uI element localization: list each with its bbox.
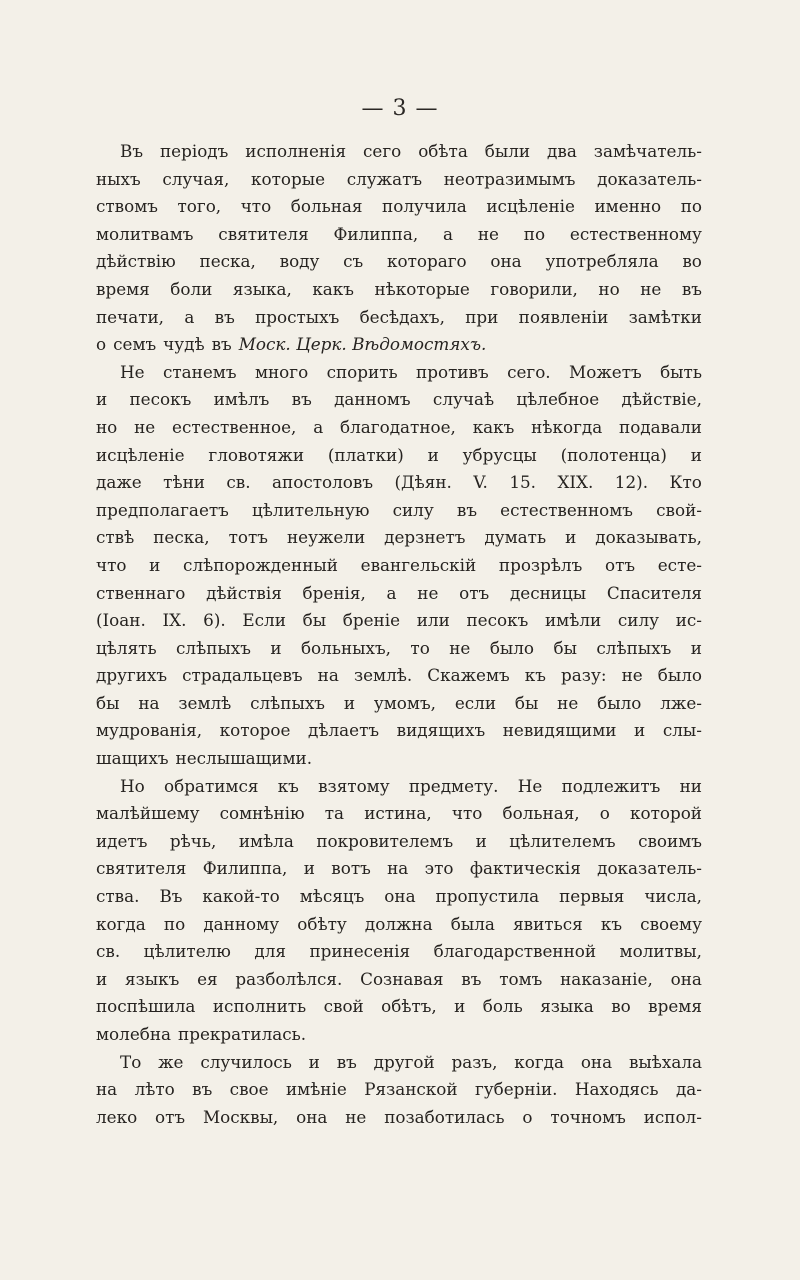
text-line: и языкъ ея разболѣлся. Сознавая въ томъ наказаніе, она xyxy=(96,968,702,989)
text-line: о семъ чудѣ въ Моск. Церк. Вѣдомостяхъ. xyxy=(96,331,702,359)
italic-reference: Моск. Церк. Вѣдомостяхъ. xyxy=(238,334,487,355)
text-line: ственнаго дѣйствія бренія, а не отъ десницы Спасителя xyxy=(96,582,702,603)
text-line: даже тѣни св. апостоловъ (Дѣян. V. 15. XIX. 12). Кто xyxy=(96,472,702,493)
text-line: То же случилось и въ другой разъ, когда она выѣхала xyxy=(120,1051,702,1072)
text-line: цѣлять слѣпыхъ и больныхъ, то не было бы слѣпыхъ и xyxy=(96,637,702,658)
page-number: — 3 — xyxy=(361,96,439,121)
text-line: но не естественное, а благодатное, какъ нѣкогда подавали xyxy=(96,416,702,437)
text-line: Въ періодъ исполненія сего обѣта были два замѣчатель- xyxy=(120,141,702,161)
text-line: Не станемъ много спорить противъ сего. Можетъ быть xyxy=(120,361,702,382)
text-line: предполагаетъ цѣлительную силу въ естественномъ свой- xyxy=(96,499,702,520)
text-line: что и слѣпорожденный евангельскій прозрѣлъ отъ есте- xyxy=(96,554,702,575)
text-line: шащихъ неслышащими. xyxy=(96,748,313,769)
text-line: молитвамъ святителя Филиппа, а не по естественному xyxy=(96,223,702,244)
text-line: ствомъ того, что больная получила исцѣленіе именно по xyxy=(96,196,702,217)
text-line: ства. Въ какой-то мѣсяцъ она пропустила первыя числа, xyxy=(96,886,702,907)
text-line: ствѣ песка, тотъ неужели дерзнетъ думать и доказывать, xyxy=(96,527,702,548)
text-line: ныхъ случая, которые служатъ неотразимымъ доказатель- xyxy=(96,168,702,189)
text-line: на лѣто въ свое имѣніе Рязанской губерніи. Находясь да- xyxy=(96,1079,702,1100)
text-line: малѣйшему сомнѣнію та истина, что больная, о которой xyxy=(96,803,702,824)
text-line: исцѣленіе гловотяжи (платки) и убрусцы (полотенца) и xyxy=(96,444,702,465)
text-line: поспѣшила исполнить свой обѣтъ, и боль языка во время xyxy=(96,996,702,1017)
text-line: идетъ рѣчь, имѣла покровителемъ и цѣлителемъ своимъ xyxy=(96,830,702,851)
text-line: (Іоан. IX. 6). Если бы бреніе или песокъ имѣли силу ис- xyxy=(96,610,702,631)
body-text xyxy=(96,138,702,1131)
text-line: св. цѣлителю для принесенія благодарственной молитвы, xyxy=(96,941,702,962)
text-line: печати, а въ простыхъ бесѣдахъ, при появленіи замѣтки xyxy=(96,306,702,327)
text-line: мудрованія, которое дѣлаетъ видящихъ невидящими и слы- xyxy=(96,720,702,741)
text-line: время боли языка, какъ нѣкоторые говорили, но не въ xyxy=(96,278,702,299)
text-line: и песокъ имѣлъ въ данномъ случаѣ цѣлебное дѣйствіе, xyxy=(96,389,702,410)
text-line: дѣйствію песка, воду съ котораго она употребляла во xyxy=(96,251,702,272)
text-line: другихъ страдальцевъ на землѣ. Скажемъ къ разу: не было xyxy=(96,665,702,686)
text-line: молебна прекратилась. xyxy=(96,1024,307,1044)
text-line: святителя Филиппа, и вотъ на это фактическія доказатель- xyxy=(96,858,702,879)
text-line: бы на землѣ слѣпыхъ и умомъ, если бы не было лже- xyxy=(96,692,702,713)
text-line: Но обратимся къ взятому предмету. Не подлежитъ ни xyxy=(120,775,702,796)
text-line: когда по данному обѣту должна была явиться къ своему xyxy=(96,913,702,934)
text-line: леко отъ Москвы, она не позаботилась о точномъ испол- xyxy=(96,1106,702,1127)
